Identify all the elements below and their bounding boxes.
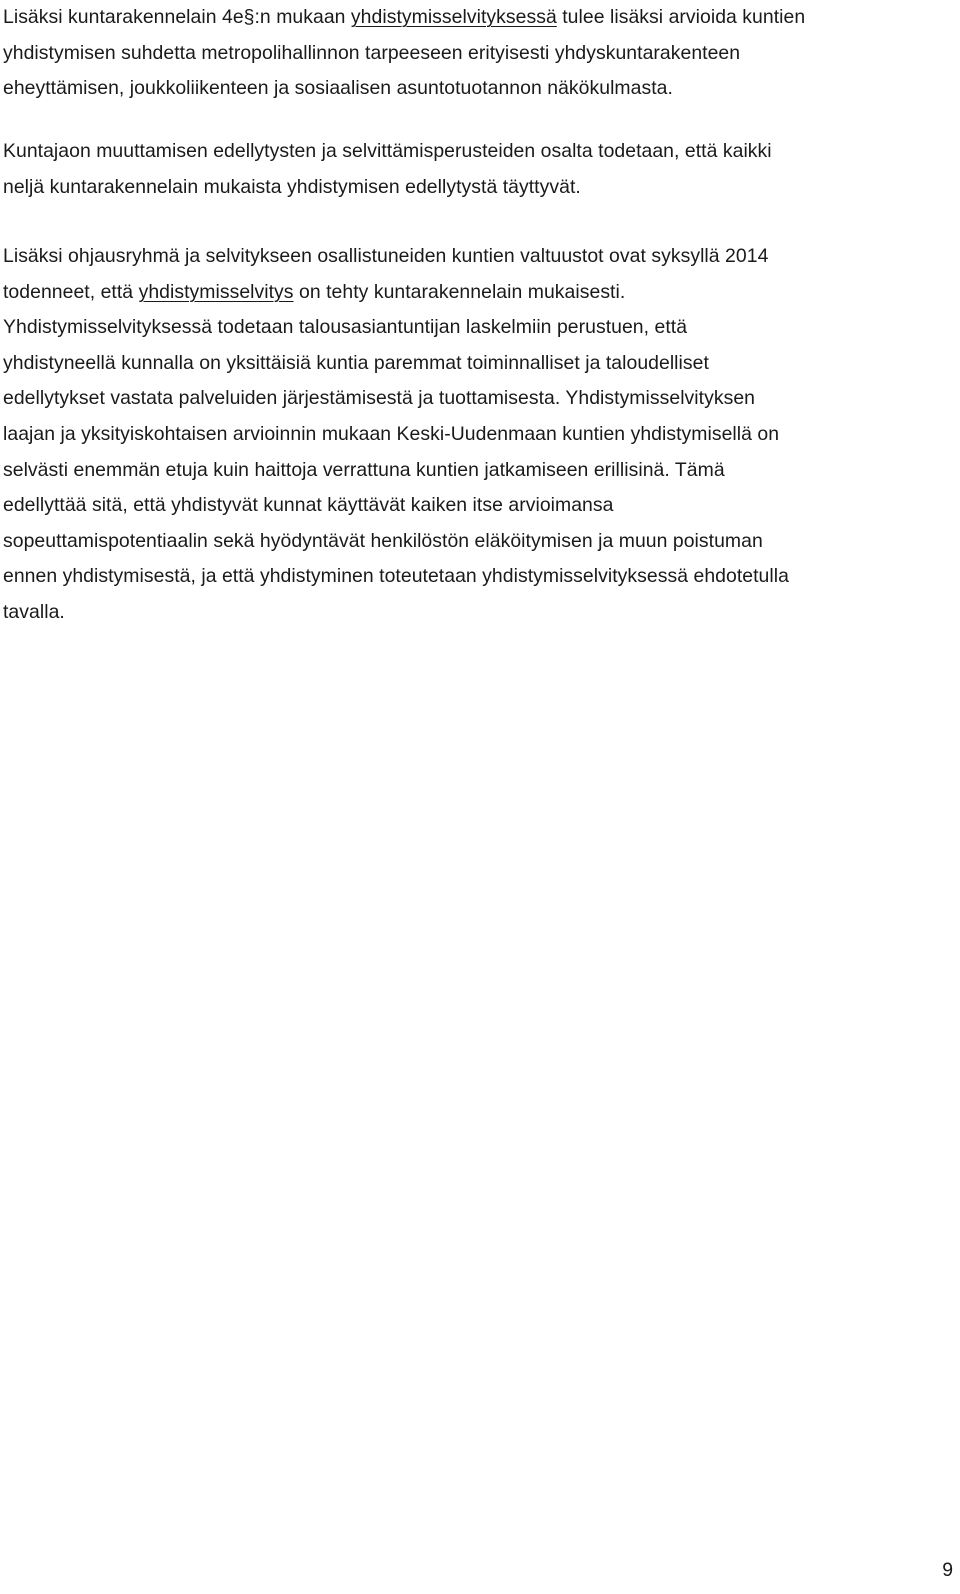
text-line: neljä kuntarakennelain mukaista yhdistymisen edellytystä täyttyvät. bbox=[3, 175, 581, 198]
text-line: Yhdistymisselvityksessä todetaan talousasiantuntijan laskelmiin perustuen, että bbox=[3, 316, 688, 339]
text-line: ennen yhdistymisestä, ja että yhdistyminen toteutetaan yhdistymisselvityksessä ehdotetulla bbox=[3, 565, 789, 588]
text-line: todenneet, että yhdistymisselvitys on tehty kuntarakennelain mukaisesti. bbox=[3, 280, 626, 303]
text-line: tavalla. bbox=[3, 600, 65, 623]
yhdistymisselvityksessa-link[interactable]: yhdistymisselvityksessä bbox=[350, 6, 557, 28]
yhdistymisselvitys-link[interactable]: yhdistymisselvitys bbox=[138, 280, 294, 303]
text-line: edellytykset vastata palveluiden järjestämisestä ja tuottamisesta. Yhdistymisselvityksen bbox=[3, 387, 755, 410]
text-line: edellyttää sitä, että yhdistyvät kunnat käyttävät kaiken itse arvioimansa bbox=[3, 494, 614, 517]
text-line: sopeuttamispotentiaalin sekä hyödyntävät henkilöstön eläköitymisen ja muun poistuman bbox=[3, 529, 763, 552]
paragraph-conditions bbox=[3, 134, 953, 205]
paragraph-steering-group bbox=[3, 239, 953, 631]
text-line: selvästi enemmän etuja kuin haittoja verrattuna kuntien jatkamiseen erillisinä. Tämä bbox=[3, 458, 725, 481]
text-line: Kuntajaon muuttamisen edellytysten ja selvittämisperusteiden osalta todetaan, että kaikki bbox=[3, 140, 772, 162]
page-number: 9 bbox=[942, 1559, 953, 1581]
text-line: laajan ja yksityiskohtaisen arvioinnin mukaan Keski-Uudenmaan kuntien yhdistymisellä on bbox=[3, 422, 780, 445]
text-line: Lisäksi ohjausryhmä ja selvitykseen osallistuneiden kuntien valtuustot ovat syksyllä 2014 bbox=[3, 245, 769, 267]
paragraph-metropolitan-assessment bbox=[3, 0, 953, 107]
text-line: yhdistymisen suhdetta metropolihallinnon tarpeeseen erityisesti yhdyskuntarakenteen bbox=[3, 41, 741, 64]
text-line: yhdistyneellä kunnalla on yksittäisiä kuntia paremmat toiminnalliset ja taloudelliset bbox=[3, 351, 709, 374]
text-line: Lisäksi kuntarakennelain 4e§:n mukaan yhdistymisselvityksessä tulee lisäksi arvioida kuntien bbox=[3, 6, 806, 28]
text-line: eheyttämisen, joukkoliikenteen ja sosiaalisen asuntotuotannon näkökulmasta. bbox=[3, 77, 673, 100]
